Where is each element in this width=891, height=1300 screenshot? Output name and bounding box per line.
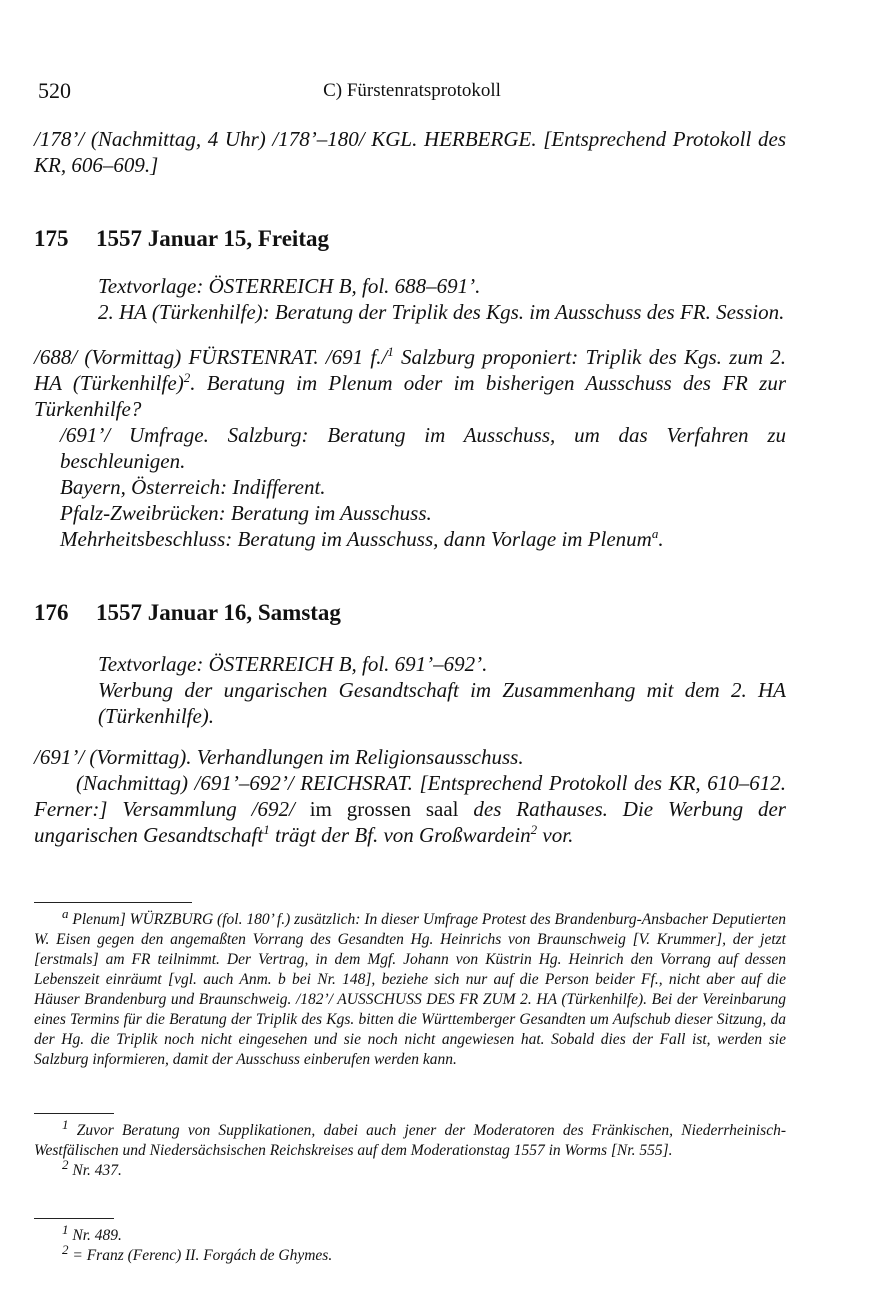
paragraph-175-3: Bayern, Österreich: Indifferent. bbox=[60, 475, 326, 499]
footnote-176-1 bbox=[34, 1221, 786, 1246]
textvorlage-175 bbox=[98, 273, 786, 325]
paragraph-175-4: Pfalz-Zweibrücken: Beratung im Ausschuss. bbox=[60, 501, 432, 525]
para-text: . Beratung im Plenum oder im bisherigen Ausschuss des FR zur Türkenhilfe? bbox=[34, 371, 786, 421]
section-title: 1557 Januar 15, Freitag bbox=[96, 226, 329, 251]
footnote-marker: 2 bbox=[62, 1156, 69, 1172]
footnote-175-1 bbox=[34, 1116, 786, 1161]
textvorlage-source: Textvorlage: ÖSTERREICH B, fol. 688–691’. bbox=[98, 274, 481, 298]
para-text-roman: im grossen saal bbox=[309, 797, 459, 821]
para-text: vor. bbox=[537, 823, 574, 847]
running-title: C) Fürstenratsprotokoll bbox=[323, 80, 501, 101]
footnotes-175 bbox=[34, 1116, 786, 1181]
textvorlage-source: Textvorlage: ÖSTERREICH B, fol. 691’–692’. bbox=[98, 652, 488, 676]
para-text: des Rathauses. Die Werbung der ungarischen Gesandtschaft bbox=[34, 797, 786, 847]
footnote-rule bbox=[34, 1113, 114, 1114]
footnote-text: = Franz (Ferenc) II. Forgách de Ghymes. bbox=[72, 1247, 333, 1264]
footnote-marker: a bbox=[62, 905, 69, 921]
footnote-text: Nr. 437. bbox=[72, 1162, 122, 1179]
para-text: (Nachmittag) /691’–692’/ REICHSRAT. [Entsprechend Protokoll des KR, 610–612. Ferner:] Versammlung /692/ bbox=[34, 771, 786, 821]
footnotes-176 bbox=[34, 1221, 786, 1266]
footnote-text: Zuvor Beratung von Supplikationen, dabei auch jener der Moderatoren des Fränkischen, Niederrheinisch-Westfälischen und Niedersächsischen Reichskreises auf dem Moderationstag 1557 in Worms [Nr. 555]. bbox=[34, 1122, 786, 1159]
footnote-a bbox=[34, 905, 786, 1070]
footnote-176-2 bbox=[34, 1241, 786, 1266]
footnote-text: Nr. 489. bbox=[72, 1227, 122, 1244]
paragraph-175-2: /691’/ Umfrage. Salzburg: Beratung im Ausschuss, um das Verfahren zu beschleunigen. bbox=[60, 423, 786, 473]
page-number: 520 bbox=[38, 78, 71, 103]
footnote-ref: 1 bbox=[387, 344, 394, 359]
running-head bbox=[38, 78, 786, 104]
para-text: Salzburg proponiert: Triplik des Kgs. zum 2. HA (Türkenhilfe) bbox=[34, 345, 786, 395]
para-text: Mehrheitsbeschluss: Beratung im Ausschuss, dann Vorlage im Plenum bbox=[60, 527, 652, 551]
para-text: /688/ (Vormittag) FÜRSTENRAT. /691 f./ bbox=[34, 345, 388, 369]
section-number: 175 bbox=[34, 226, 69, 251]
footnote-ref: 2 bbox=[183, 370, 191, 385]
para-text: trägt der Bf. von Großwardein bbox=[269, 823, 531, 847]
footnote-marker: 1 bbox=[62, 1116, 69, 1132]
paragraph-175-1 bbox=[34, 344, 786, 422]
footnote-rule bbox=[34, 902, 192, 903]
textvorlage-subject: 2. HA (Türkenhilfe): Beratung der Triplik des Kgs. im Ausschuss des FR. Session. bbox=[98, 300, 785, 324]
textvorlage-subject: Werbung der ungarischen Gesandtschaft im Zusammenhang mit dem 2. HA (Türkenhilfe). bbox=[98, 678, 786, 728]
footnote-text: Plenum] WÜRZBURG (fol. 180’ f.) zusätzlich: In dieser Umfrage Protest des Brandenburg-Ansbacher Deputierten W. Eisen gegen den angemaßten Vorrang des Gesandten Hg. Heinrichs von Braunschweig [V. Krummer], der jetzt [erstmals] am FR teilnimmt. Der Vertrag, in dem Mgf. Johann von Küstrin Hg. Heinrich den Vorrang auf dessen Lebenszeit einräumt [vgl. auch Anm. b bei Nr. 148], beziehe sich nur auf die Person beider Ff., nicht aber auf die Häuser Brandenburg und Braunschweig. /182’/ AUSSCHUSS DES FR ZUM 2. HA (Türkenhilfe). Bei der Vereinbarung eines Termins für die Beratung der Triplik des Kgs. bitten die Württemberger Gesandten um Aufschub dieser Sitzung, da der Hg. die Triplik noch nicht eingesehen und sie noch nicht angewiesen hat. Sobald dies der Fall ist, werden sie Salzburg informieren, damit der Ausschuss einberufen werden kann. bbox=[34, 911, 786, 1068]
paragraph-176-2 bbox=[34, 770, 786, 848]
paragraph-176-1: /691’/ (Vormittag). Verhandlungen im Religionsausschuss. bbox=[34, 745, 524, 769]
section-number: 176 bbox=[34, 600, 69, 625]
footnote-marker: 2 bbox=[62, 1241, 69, 1257]
section-heading-175 bbox=[34, 226, 329, 252]
paragraph-175-5 bbox=[34, 526, 812, 552]
footnote-175-2 bbox=[34, 1156, 786, 1181]
footnote-ref: 1 bbox=[263, 822, 270, 837]
textvorlage-176 bbox=[98, 651, 786, 729]
footnote-ref: a bbox=[651, 526, 659, 541]
intro-paragraph: /178’/ (Nachmittag, 4 Uhr) /178’–180/ KGL. HERBERGE. [Entsprechend Protokoll des KR, 606–609.] bbox=[34, 127, 786, 177]
section-title: 1557 Januar 16, Samstag bbox=[96, 600, 341, 625]
footnote-ref: 2 bbox=[530, 822, 538, 837]
footnote-marker: 1 bbox=[62, 1221, 69, 1237]
footnote-rule bbox=[34, 1218, 114, 1219]
para-text: . bbox=[658, 527, 664, 551]
section-heading-176 bbox=[34, 600, 341, 626]
